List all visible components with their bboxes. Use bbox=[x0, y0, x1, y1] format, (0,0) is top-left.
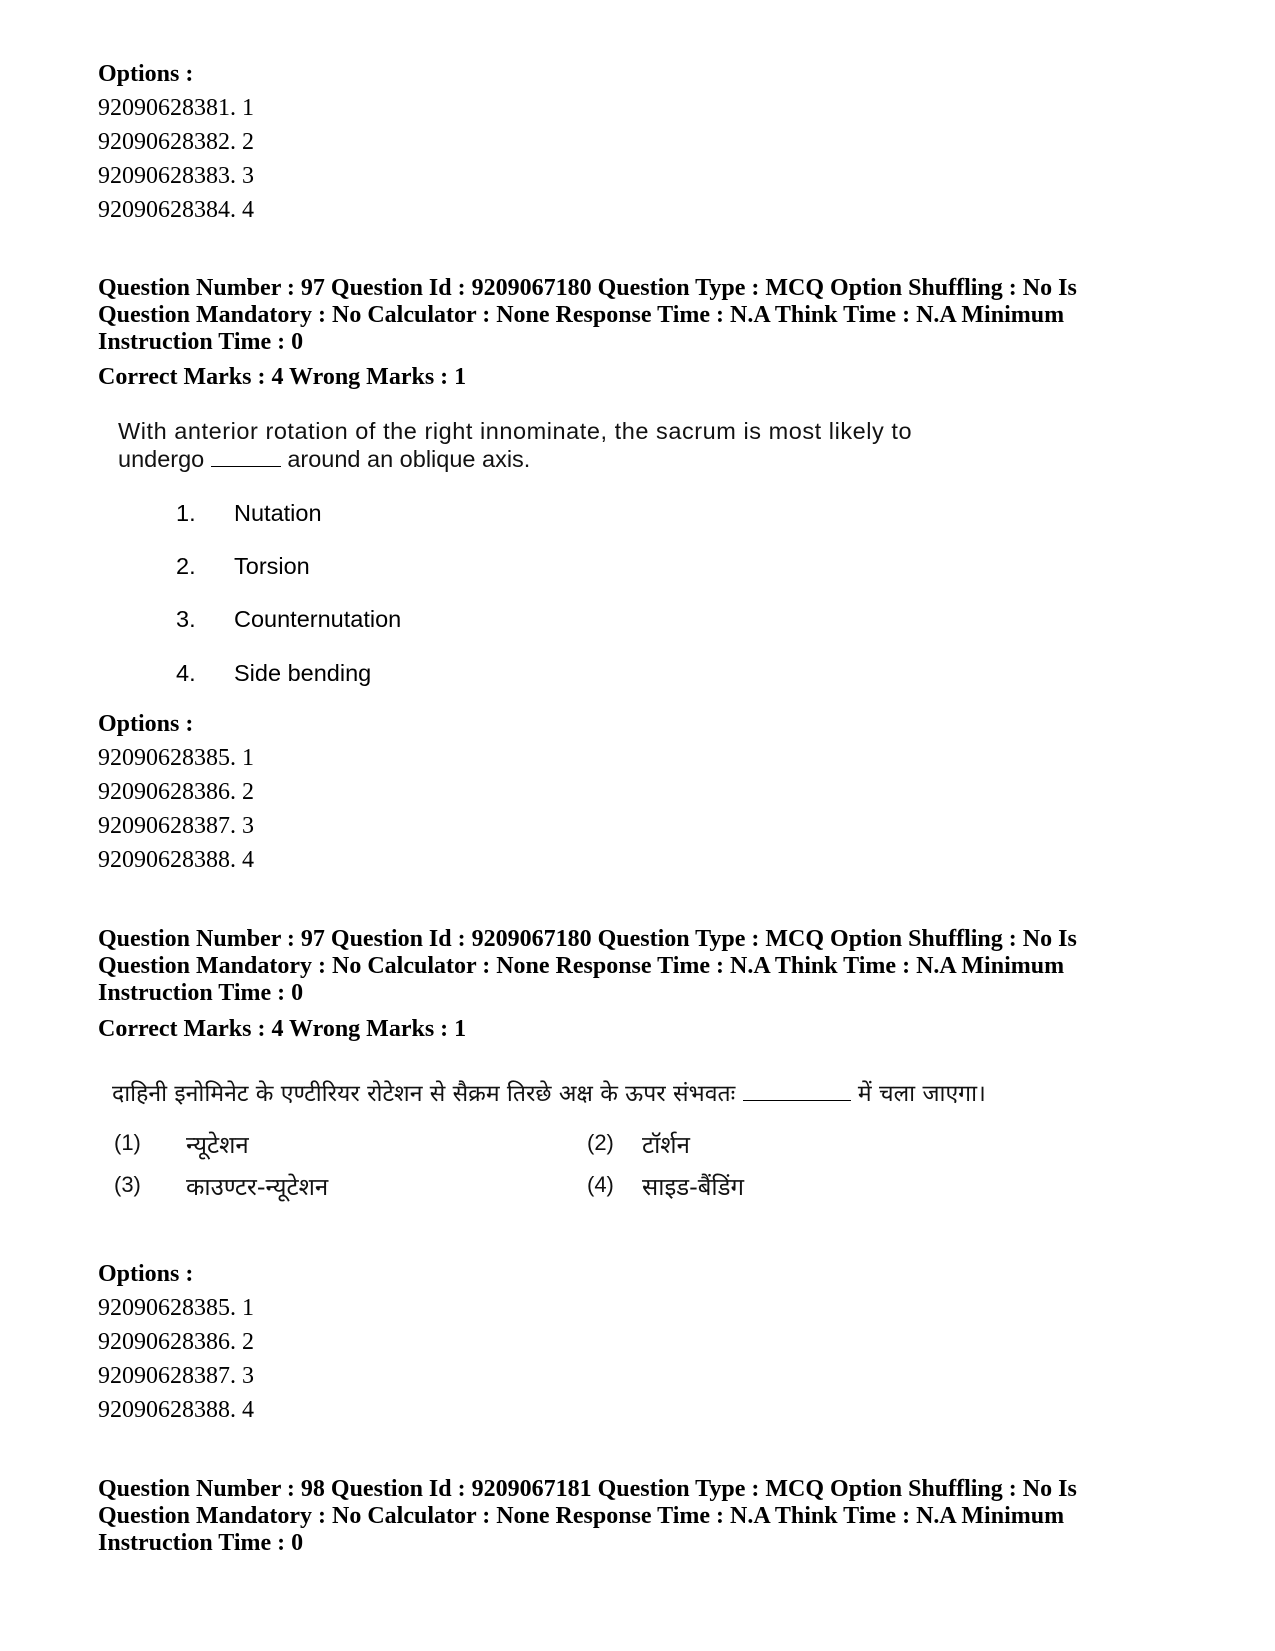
marks-line: Correct Marks : 4 Wrong Marks : 1 bbox=[98, 1016, 467, 1042]
choice-number: (3) bbox=[114, 1172, 141, 1197]
option-item: 92090628384. 4 bbox=[98, 197, 254, 223]
option-item: 92090628387. 3 bbox=[98, 813, 254, 839]
choice-text: टॉर्शन bbox=[642, 1131, 690, 1159]
option-item: 92090628386. 2 bbox=[98, 1329, 254, 1355]
choice-number: (2) bbox=[587, 1130, 614, 1155]
question-meta-line: Question Number : 97 Question Id : 9209067180 Question Type : MCQ Option Shuffling : No Is bbox=[98, 275, 1077, 301]
question-meta-line: Question Mandatory : No Calculator : None Response Time : N.A Think Time : N.A Minimum bbox=[98, 302, 1065, 328]
question-meta bbox=[98, 275, 1198, 356]
choice-text: साइड-बैंडिंग bbox=[642, 1173, 744, 1201]
option-item: 92090628385. 1 bbox=[98, 1295, 254, 1321]
choice-number: 2. bbox=[176, 553, 196, 579]
option-item: 92090628388. 4 bbox=[98, 1397, 254, 1423]
answer-blank bbox=[211, 466, 281, 467]
question-text-fragment: undergo bbox=[118, 446, 205, 472]
choice-text: Side bending bbox=[234, 660, 372, 686]
choice-text: Counternutation bbox=[234, 606, 402, 632]
marks-line: Correct Marks : 4 Wrong Marks : 1 bbox=[98, 364, 467, 390]
question-text-fragment: में चला जाएगा। bbox=[857, 1081, 986, 1107]
option-item: 92090628385. 1 bbox=[98, 745, 254, 771]
question-meta bbox=[98, 1476, 1198, 1557]
choice-number: (4) bbox=[587, 1172, 614, 1197]
question-text-line: With anterior rotation of the right innominate, the sacrum is most likely to bbox=[118, 418, 913, 444]
option-item: 92090628382. 2 bbox=[98, 129, 254, 155]
question-text-fragment: around an oblique axis. bbox=[287, 446, 531, 472]
options-heading: Options : bbox=[98, 1261, 194, 1287]
choice-text: काउण्टर-न्यूटेशन bbox=[186, 1173, 329, 1201]
question-text-fragment: दाहिनी इनोमिनेट के एण्टीरियर रोटेशन से सैक्रम तिरछे अक्ष के ऊपर संभवतः bbox=[112, 1081, 736, 1107]
question-meta-line: Question Mandatory : No Calculator : None Response Time : N.A Think Time : N.A Minimum bbox=[98, 953, 1065, 979]
answer-blank bbox=[743, 1100, 851, 1101]
choice-number: 1. bbox=[176, 500, 196, 526]
option-item: 92090628386. 2 bbox=[98, 779, 254, 805]
option-item: 92090628383. 3 bbox=[98, 163, 254, 189]
choice-number: 4. bbox=[176, 660, 196, 686]
option-item: 92090628388. 4 bbox=[98, 847, 254, 873]
options-heading: Options : bbox=[98, 61, 194, 87]
question-meta-line: Question Number : 98 Question Id : 9209067181 Question Type : MCQ Option Shuffling : No Is bbox=[98, 1476, 1077, 1502]
question-meta-line: Question Mandatory : No Calculator : None Response Time : N.A Think Time : N.A Minimum bbox=[98, 1503, 1065, 1529]
option-item: 92090628387. 3 bbox=[98, 1363, 254, 1389]
question-meta-line: Instruction Time : 0 bbox=[98, 329, 304, 355]
question-text-line bbox=[118, 446, 530, 473]
choice-text: न्यूटेशन bbox=[186, 1131, 249, 1159]
question-meta-line: Question Number : 97 Question Id : 9209067180 Question Type : MCQ Option Shuffling : No Is bbox=[98, 926, 1077, 952]
option-item: 92090628381. 1 bbox=[98, 95, 254, 121]
options-heading: Options : bbox=[98, 711, 194, 737]
question-meta-line: Instruction Time : 0 bbox=[98, 1530, 304, 1556]
choice-text: Torsion bbox=[234, 553, 310, 579]
question-meta-line: Instruction Time : 0 bbox=[98, 980, 304, 1006]
choice-number: 3. bbox=[176, 606, 196, 632]
question-meta bbox=[98, 926, 1198, 1007]
choice-text: Nutation bbox=[234, 500, 322, 526]
choice-number: (1) bbox=[114, 1130, 141, 1155]
question-text-line bbox=[112, 1076, 986, 1108]
